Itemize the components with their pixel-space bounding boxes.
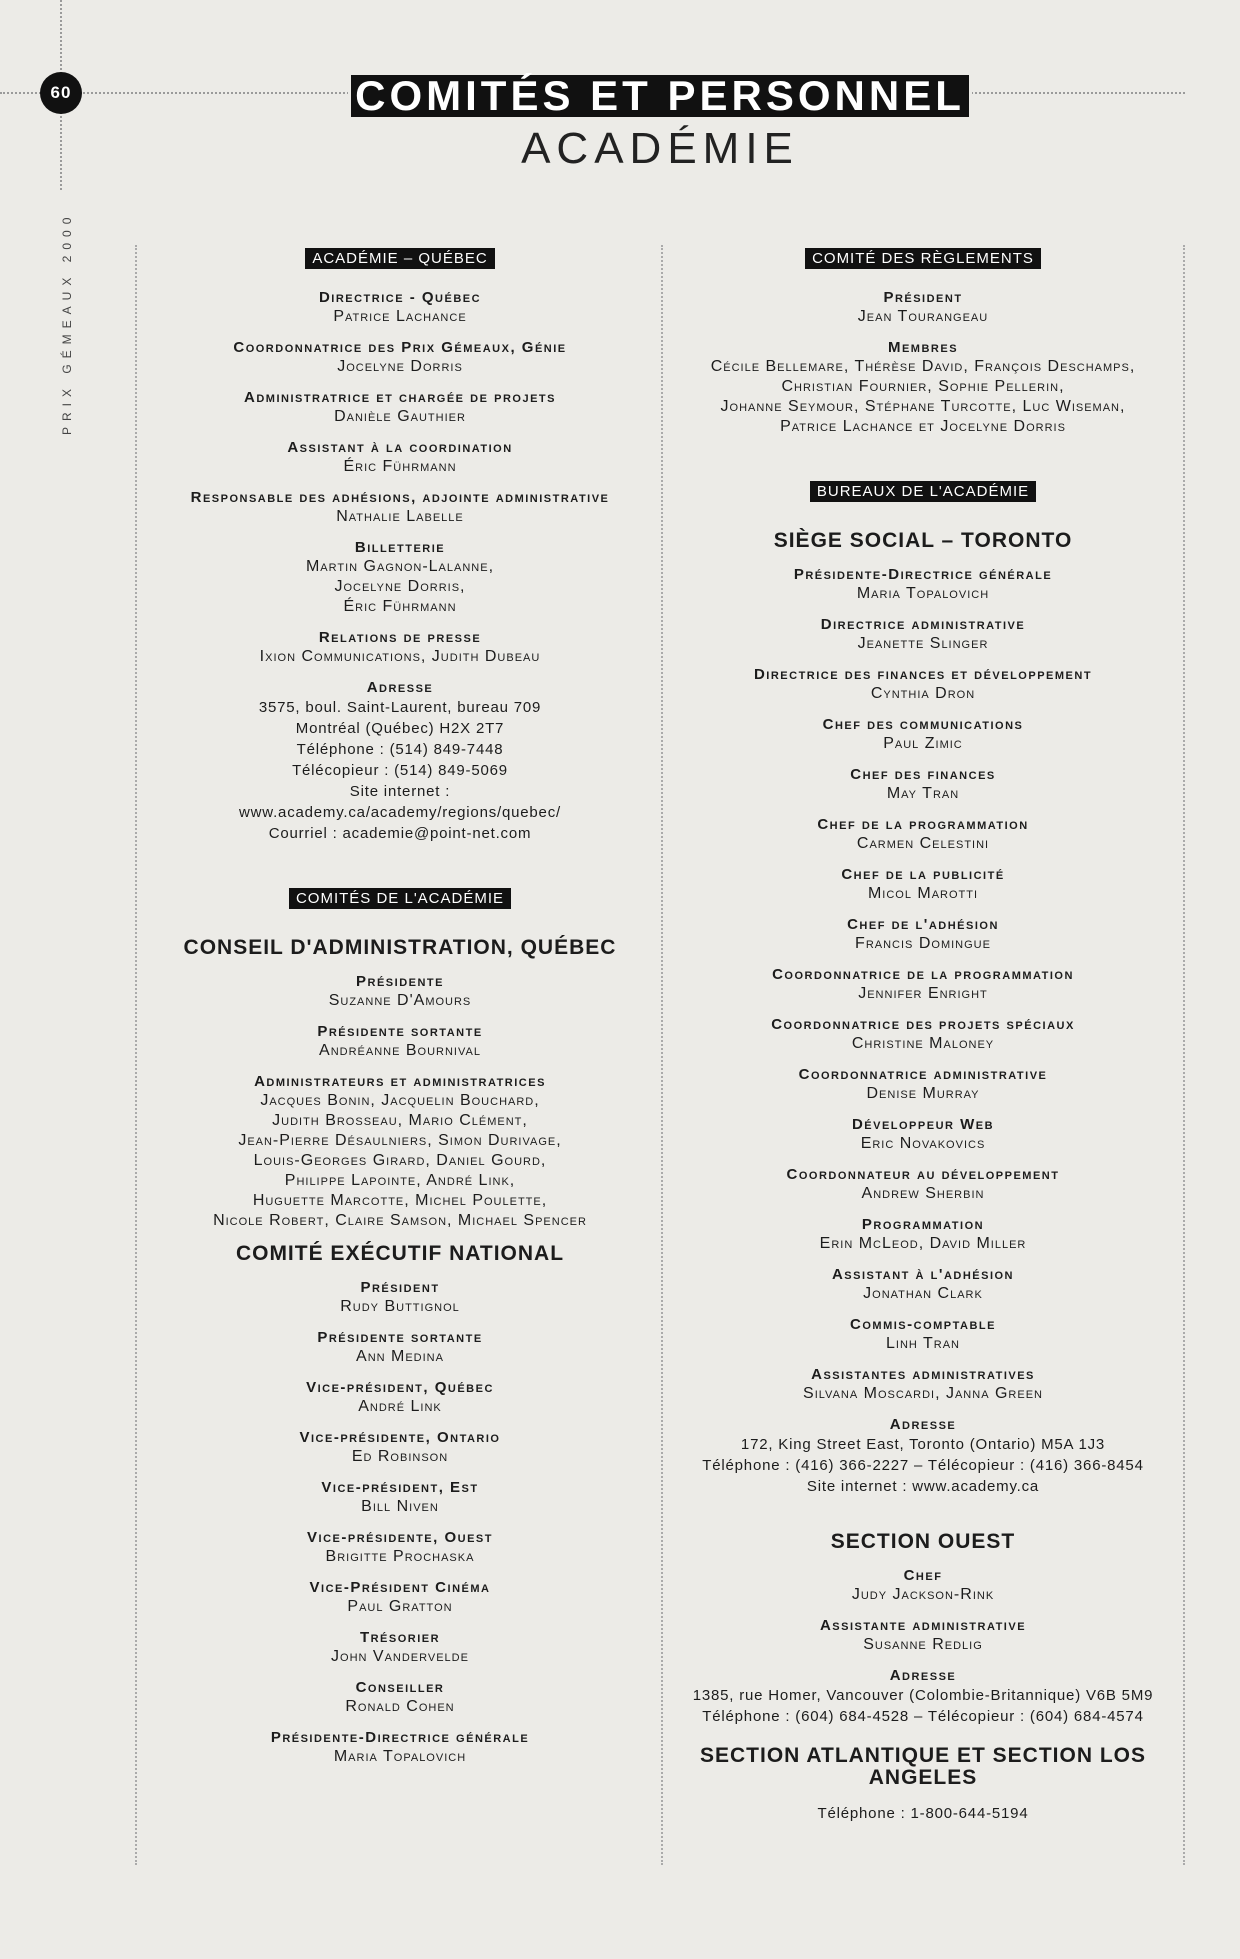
column-divider-right xyxy=(1183,245,1185,1865)
left-column xyxy=(140,248,660,1779)
name-line: Maria Topalovich xyxy=(333,1748,467,1765)
entry-role: Trésorier xyxy=(359,1629,441,1646)
entry-names xyxy=(140,557,660,617)
name-line: Nathalie Labelle xyxy=(336,508,464,525)
entry-names xyxy=(668,1585,1178,1605)
section-tag-committees: COMITÉS DE L'ACADÉMIE xyxy=(289,888,511,909)
name-line: Danièle Gauthier xyxy=(334,408,466,425)
entry-names xyxy=(140,1497,660,1517)
column-divider-middle xyxy=(661,245,663,1865)
entry-role: Coordonnatrice de la programmation xyxy=(772,966,1074,983)
name-line: Bill Niven xyxy=(361,1498,439,1515)
entry-names xyxy=(140,1397,660,1417)
entry-role: Président xyxy=(360,1279,440,1296)
entry-role: Administratrice et chargée de projets xyxy=(244,389,556,406)
name-line: May Tran xyxy=(886,785,960,802)
entry-role: Chef de la publicité xyxy=(841,866,1005,883)
address-line: Télécopieur : (514) 849-5069 xyxy=(292,762,508,779)
name-line: Carmen Celestini xyxy=(856,835,990,852)
entry-names xyxy=(140,357,660,377)
staff-entry xyxy=(140,1629,660,1667)
name-line: Judith Brosseau, Mario Clément, xyxy=(272,1112,528,1129)
name-line: Brigitte Prochaska xyxy=(325,1548,475,1565)
page-subtitle: ACADÉMIE xyxy=(521,124,799,173)
staff-entry xyxy=(668,916,1178,954)
entry-role: Assistante administrative xyxy=(819,1617,1027,1634)
entry-role: Conseiller xyxy=(355,1679,445,1696)
entry-names xyxy=(140,457,660,477)
entry-role: Assistantes administratives xyxy=(811,1366,1035,1383)
entry-role: Président xyxy=(883,289,963,306)
entry-role: Présidente xyxy=(356,973,444,990)
name-line: André Link xyxy=(358,1398,442,1415)
address-line: Téléphone : (416) 366-2227 – Télécopieur : (416) 366-8454 xyxy=(702,1457,1144,1474)
staff-entry xyxy=(668,1016,1178,1054)
entry-names xyxy=(140,1297,660,1317)
name-line: Ixion Communications, Judith Dubeau xyxy=(259,648,541,665)
vancouver-address xyxy=(668,1685,1178,1727)
name-line: Martin Gagnon-Lalanne, xyxy=(305,558,495,575)
entry-role: Vice-Président Cinéma xyxy=(309,1579,491,1596)
name-line: Jennifer Enright xyxy=(858,985,988,1002)
name-line: Jean-Pierre Désaulniers, Simon Durivage, xyxy=(238,1132,562,1149)
name-line: Huguette Marcotte, Michel Poulette, xyxy=(252,1192,548,1209)
entry-names xyxy=(668,1134,1178,1154)
section-tag-rules: COMITÉ DES RÈGLEMENTS xyxy=(805,248,1041,269)
entry-names xyxy=(668,357,1178,437)
toronto-address xyxy=(668,1434,1178,1497)
staff-entry xyxy=(140,339,660,377)
entry-names xyxy=(140,1697,660,1717)
staff-entry xyxy=(668,1567,1178,1605)
name-line: Christian Fournier, Sophie Pellerin, xyxy=(781,378,1065,395)
entry-role: Présidente-Directrice générale xyxy=(793,566,1053,583)
staff-entry xyxy=(140,1329,660,1367)
entry-role: Adresse xyxy=(366,679,434,696)
staff-entry xyxy=(140,1279,660,1317)
entry-names xyxy=(668,1034,1178,1054)
page-title: COMITÉS ET PERSONNEL xyxy=(348,72,972,120)
staff-entry xyxy=(668,1066,1178,1104)
section-tag-quebec: ACADÉMIE – QUÉBEC xyxy=(305,248,494,269)
entry-role: Billetterie xyxy=(354,539,446,556)
staff-entry xyxy=(140,973,660,1011)
entry-names xyxy=(140,1447,660,1467)
name-line: Ann Medina xyxy=(356,1348,444,1365)
name-line: Andréanne Bournival xyxy=(319,1042,481,1059)
entry-names xyxy=(668,884,1178,904)
entry-names xyxy=(140,1091,660,1231)
address-line: Téléphone : (514) 849-7448 xyxy=(296,741,504,758)
entry-role: Adresse xyxy=(889,1416,957,1433)
entry-role: Coordonnateur au développement xyxy=(786,1166,1060,1183)
name-line: Nicole Robert, Claire Samson, Michael Spencer xyxy=(213,1212,587,1229)
staff-entry xyxy=(140,1379,660,1417)
staff-entry xyxy=(668,766,1178,804)
address-line: 172, King Street East, Toronto (Ontario) M5A 1J3 xyxy=(740,1436,1106,1453)
entry-names xyxy=(140,991,660,1011)
staff-entry xyxy=(668,1216,1178,1254)
name-line: Silvana Moscardi, Janna Green xyxy=(803,1385,1043,1402)
name-line: Éric Führmann xyxy=(343,598,457,615)
executive-list xyxy=(140,1279,660,1767)
rules-committee-list xyxy=(668,289,1178,437)
entry-role: Directrice administrative xyxy=(820,616,1026,633)
name-line: Micol Marotti xyxy=(867,885,979,902)
entry-role: Chef des finances xyxy=(850,766,996,783)
staff-entry xyxy=(668,1366,1178,1404)
entry-names xyxy=(668,1234,1178,1254)
name-line: Johanne Seymour, Stéphane Turcotte, Luc Wiseman, xyxy=(720,398,1126,415)
name-line: Rudy Buttignol xyxy=(340,1298,460,1315)
entry-names xyxy=(668,1084,1178,1104)
address-line: Courriel : academie@point-net.com xyxy=(268,825,532,842)
entry-names xyxy=(668,307,1178,327)
entry-role: Chef de la programmation xyxy=(817,816,1029,833)
entry-role: Directrice - Québec xyxy=(318,289,482,306)
entry-role: Coordonnatrice des Prix Gémeaux, Génie xyxy=(233,339,567,356)
name-line: Cécile Bellemare, Thérèse David, François Deschamps, xyxy=(710,358,1136,375)
entry-names xyxy=(140,407,660,427)
name-line: Patrice Lachance et Jocelyne Dorris xyxy=(780,418,1066,435)
staff-entry xyxy=(668,1116,1178,1154)
entry-names xyxy=(140,1747,660,1767)
entry-role: Responsable des adhésions, adjointe administrative xyxy=(190,489,610,506)
staff-entry xyxy=(668,616,1178,654)
address-line: Téléphone : (604) 684-4528 – Télécopieur : (604) 684-4574 xyxy=(702,1708,1144,1725)
entry-role: Présidente sortante xyxy=(317,1329,483,1346)
name-line: Jonathan Clark xyxy=(863,1285,983,1302)
staff-entry xyxy=(140,289,660,327)
entry-names xyxy=(668,734,1178,754)
entry-names xyxy=(140,647,660,667)
name-line: Susanne Redlig xyxy=(863,1636,983,1653)
entry-role: Chef xyxy=(903,1567,943,1584)
staff-entry xyxy=(668,1266,1178,1304)
staff-entry xyxy=(140,1579,660,1617)
name-line: Louis-Georges Girard, Daniel Gourd, xyxy=(253,1152,547,1169)
staff-entry xyxy=(140,1529,660,1567)
address-line: Montréal (Québec) H2X 2T7 xyxy=(295,720,505,737)
staff-entry xyxy=(140,1729,660,1767)
name-line: Jocelyne Dorris, xyxy=(334,578,466,595)
name-line: Maria Topalovich xyxy=(856,585,990,602)
address-line: Site internet : xyxy=(349,783,451,800)
entry-role: Vice-président, Québec xyxy=(306,1379,494,1396)
staff-entry xyxy=(140,439,660,477)
entry-role: Chef des communications xyxy=(822,716,1024,733)
staff-entry xyxy=(668,816,1178,854)
address-line: 3575, boul. Saint-Laurent, bureau 709 xyxy=(258,699,542,716)
entry-names xyxy=(140,307,660,327)
entry-names xyxy=(668,834,1178,854)
board-list xyxy=(140,973,660,1231)
name-line: Philippe Lapointe, André Link, xyxy=(284,1172,516,1189)
name-line: Judy Jackson-Rink xyxy=(851,1586,995,1603)
entry-names xyxy=(140,1347,660,1367)
name-line: Jeanette Slinger xyxy=(857,635,989,652)
staff-entry xyxy=(140,1429,660,1467)
staff-entry xyxy=(140,1073,660,1231)
name-line: John Vandervelde xyxy=(331,1648,469,1665)
west-section-list xyxy=(668,1567,1178,1655)
entry-role: Développeur Web xyxy=(851,1116,995,1133)
name-line: Christine Maloney xyxy=(851,1035,995,1052)
staff-entry xyxy=(668,339,1178,437)
address-line: www.academy.ca/academy/regions/quebec/ xyxy=(239,804,561,821)
name-line: Suzanne D'Amours xyxy=(328,992,472,1009)
staff-entry xyxy=(140,539,660,617)
staff-entry xyxy=(140,389,660,427)
quebec-address xyxy=(140,697,660,844)
section-heading-atlantic-la: SECTION ATLANTIQUE ET SECTION LOS ANGELES xyxy=(699,1744,1146,1789)
staff-entry xyxy=(140,489,660,527)
name-line: Jocelyne Dorris xyxy=(337,358,463,375)
entry-role: Directrice des finances et développement xyxy=(753,666,1093,683)
entry-role: Relations de presse xyxy=(318,629,482,646)
atlantic-la-phone: Téléphone : 1-800-644-5194 xyxy=(817,1805,1029,1822)
staff-entry xyxy=(668,666,1178,704)
entry-role: Administrateurs et administratrices xyxy=(254,1073,546,1090)
page-number-badge: 60 xyxy=(40,72,82,114)
entry-names xyxy=(668,784,1178,804)
entry-names xyxy=(668,634,1178,654)
entry-names xyxy=(668,1184,1178,1204)
staff-entry xyxy=(668,1166,1178,1204)
staff-entry xyxy=(668,1316,1178,1354)
entry-role: Vice-président, Est xyxy=(321,1479,479,1496)
entry-names xyxy=(140,1597,660,1617)
staff-entry xyxy=(140,629,660,667)
entry-role: Assistant à la coordination xyxy=(287,439,513,456)
address-line: Site internet : www.academy.ca xyxy=(806,1478,1040,1495)
staff-entry xyxy=(140,1679,660,1717)
entry-role: Commis-comptable xyxy=(850,1316,996,1333)
name-line: Jean Tourangeau xyxy=(857,308,989,325)
quebec-staff-list xyxy=(140,289,660,667)
entry-names xyxy=(668,1384,1178,1404)
entry-names xyxy=(668,584,1178,604)
right-column xyxy=(668,248,1178,1836)
staff-entry xyxy=(668,716,1178,754)
staff-entry xyxy=(668,1617,1178,1655)
entry-role: Programmation xyxy=(861,1216,985,1233)
side-label: PRIX GÉMEAUX 2000 xyxy=(60,211,74,435)
name-line: Éric Führmann xyxy=(343,458,457,475)
entry-names xyxy=(668,1334,1178,1354)
entry-role: Présidente sortante xyxy=(317,1023,483,1040)
staff-entry xyxy=(668,566,1178,604)
entry-role: Vice-présidente, Ontario xyxy=(299,1429,501,1446)
entry-role: Coordonnatrice des projets spéciaux xyxy=(771,1016,1075,1033)
staff-entry xyxy=(668,966,1178,1004)
name-line: Erin McLeod, David Miller xyxy=(819,1235,1027,1252)
entry-role: Assistant à l'adhésion xyxy=(831,1266,1015,1283)
section-heading-head-office: SIÈGE SOCIAL – TORONTO xyxy=(773,529,1073,552)
name-line: Cynthia Dron xyxy=(870,685,976,702)
name-line: Paul Gratton xyxy=(347,1598,453,1615)
entry-role: Chef de l'adhésion xyxy=(847,916,999,933)
address-line: 1385, rue Homer, Vancouver (Colombie-Britannique) V6B 5M9 xyxy=(692,1687,1154,1704)
entry-names xyxy=(140,1647,660,1667)
entry-role: Membres xyxy=(887,339,959,356)
staff-entry xyxy=(668,866,1178,904)
name-line: Jacques Bonin, Jacquelin Bouchard, xyxy=(260,1092,540,1109)
entry-names xyxy=(668,1284,1178,1304)
section-tag-offices: BUREAUX DE L'ACADÉMIE xyxy=(810,481,1036,502)
name-line: Ed Robinson xyxy=(351,1448,449,1465)
staff-entry xyxy=(668,289,1178,327)
name-line: Ronald Cohen xyxy=(345,1698,455,1715)
name-line: Paul Zimic xyxy=(883,735,963,752)
entry-names xyxy=(140,1547,660,1567)
name-line: Linh Tran xyxy=(886,1335,960,1352)
name-line: Patrice Lachance xyxy=(333,308,467,325)
entry-names xyxy=(668,984,1178,1004)
entry-names xyxy=(668,684,1178,704)
name-line: Andrew Sherbin xyxy=(861,1185,985,1202)
staff-entry xyxy=(140,1023,660,1061)
head-office-list xyxy=(668,566,1178,1404)
column-divider-left xyxy=(135,245,137,1865)
name-line: Eric Novakovics xyxy=(860,1135,986,1152)
entry-role: Présidente-Directrice générale xyxy=(270,1729,530,1746)
staff-entry xyxy=(140,1479,660,1517)
entry-names xyxy=(140,507,660,527)
name-line: Francis Domingue xyxy=(855,935,991,952)
entry-names xyxy=(668,1635,1178,1655)
entry-role: Adresse xyxy=(889,1667,957,1684)
section-heading-west: SECTION OUEST xyxy=(830,1530,1016,1553)
section-heading-board: CONSEIL D'ADMINISTRATION, QUÉBEC xyxy=(183,936,617,959)
entry-role: Vice-présidente, Ouest xyxy=(307,1529,493,1546)
entry-role: Coordonnatrice administrative xyxy=(798,1066,1048,1083)
name-line: Denise Murray xyxy=(866,1085,980,1102)
section-heading-executive: COMITÉ EXÉCUTIF NATIONAL xyxy=(235,1242,565,1265)
entry-names xyxy=(668,934,1178,954)
entry-names xyxy=(140,1041,660,1061)
